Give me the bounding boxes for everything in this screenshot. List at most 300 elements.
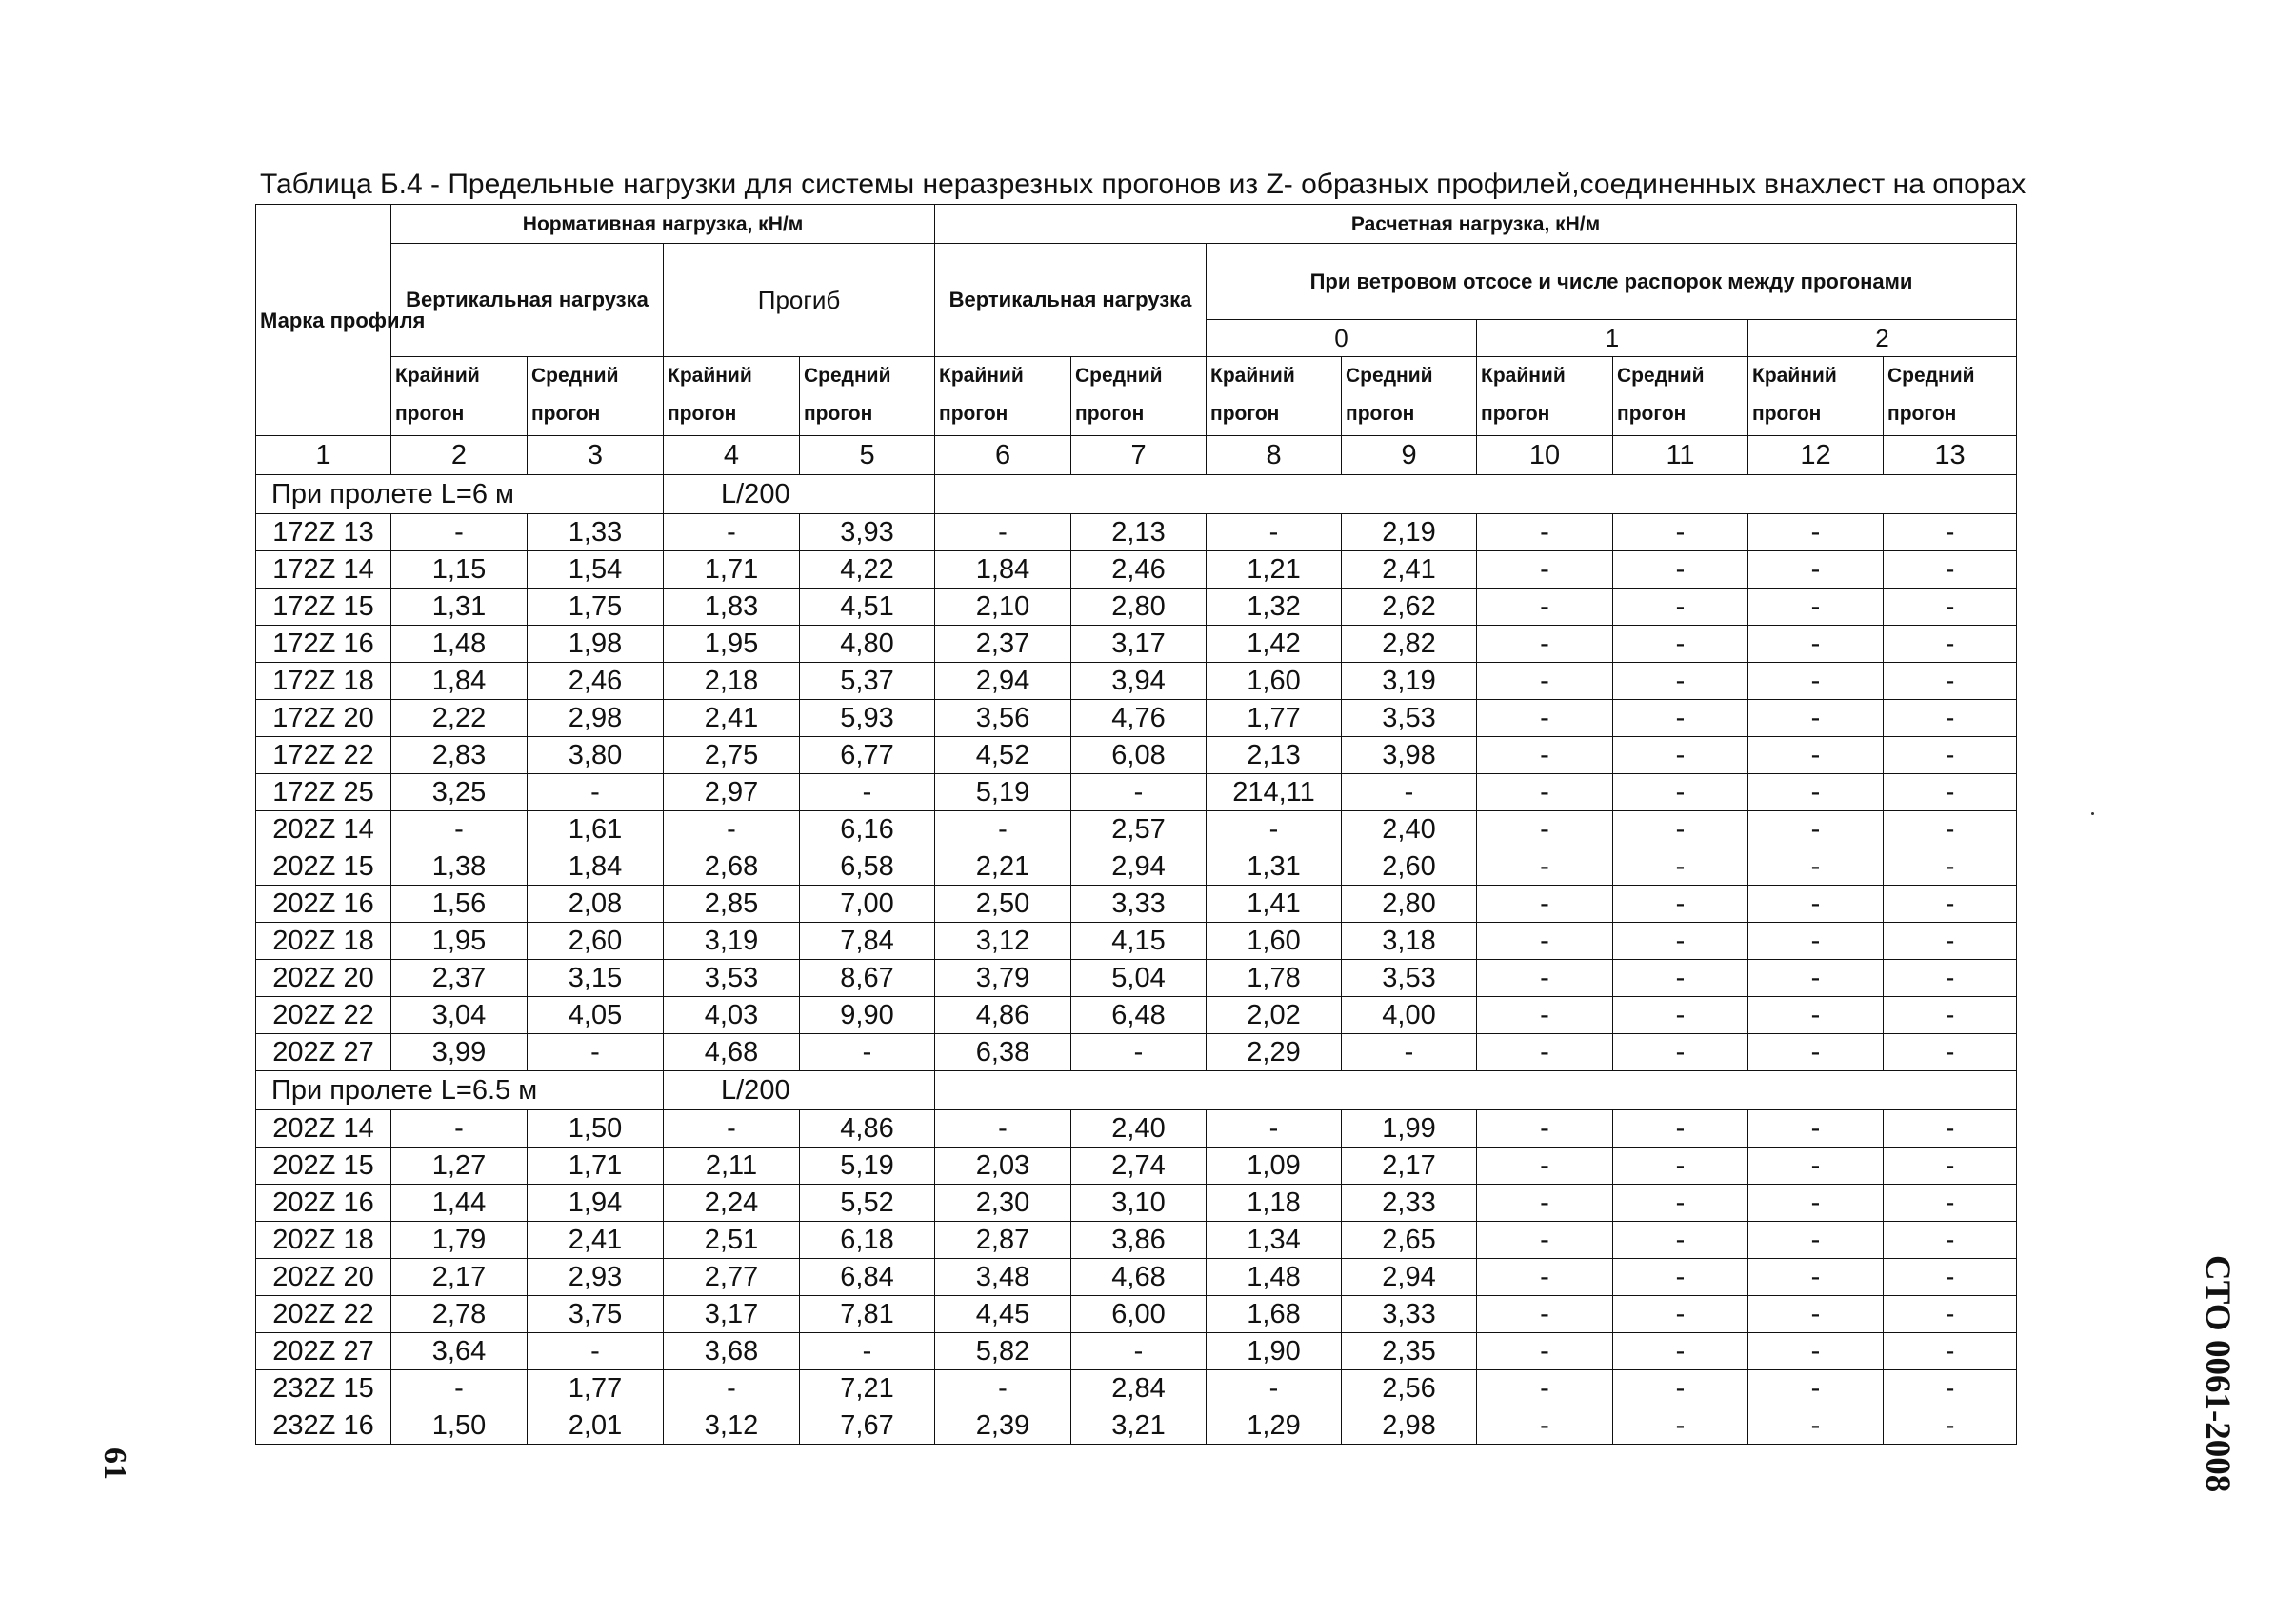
table-row: [256, 886, 2017, 923]
load-value: 1,41: [1207, 886, 1342, 923]
load-value: -: [1613, 774, 1748, 811]
load-value: 1,68: [1207, 1296, 1342, 1333]
load-value: 1,54: [528, 551, 664, 589]
load-value: 1,78: [1207, 960, 1342, 997]
section-blank: [935, 475, 2017, 514]
load-value: -: [1613, 700, 1748, 737]
load-value: 3,33: [1071, 886, 1207, 923]
load-value: -: [1748, 1259, 1884, 1296]
load-value: -: [528, 1034, 664, 1071]
load-value: 5,19: [935, 774, 1071, 811]
load-value: -: [1748, 1148, 1884, 1185]
load-value: -: [1884, 1333, 2017, 1370]
load-value: 4,68: [1071, 1259, 1207, 1296]
load-value: -: [1477, 1222, 1613, 1259]
profile-mark: 202Z 15: [256, 1148, 391, 1185]
load-value: -: [1477, 923, 1613, 960]
load-value: 8,67: [800, 960, 935, 997]
load-value: 3,17: [1071, 626, 1207, 663]
load-value: -: [1748, 1185, 1884, 1222]
load-value: 2,85: [664, 886, 800, 923]
load-value: -: [1613, 1370, 1748, 1407]
load-value: 3,86: [1071, 1222, 1207, 1259]
load-value: 3,56: [935, 700, 1071, 737]
section-blank: [935, 1071, 2017, 1110]
load-value: 3,10: [1071, 1185, 1207, 1222]
load-value: -: [1477, 960, 1613, 997]
table-row: [256, 700, 2017, 737]
load-value: 2,50: [935, 886, 1071, 923]
load-value: -: [1477, 737, 1613, 774]
header-middle-purlin: Средний прогон: [1071, 357, 1207, 436]
load-value: -: [1884, 1148, 2017, 1185]
load-value: 4,51: [800, 589, 935, 626]
header-middle-purlin: Средний прогон: [528, 357, 664, 436]
column-number: 3: [528, 436, 664, 475]
load-value: -: [800, 1333, 935, 1370]
column-number: 7: [1071, 436, 1207, 475]
table-header: [256, 205, 2017, 475]
profile-mark: 172Z 18: [256, 663, 391, 700]
load-value: 3,48: [935, 1259, 1071, 1296]
column-number: 5: [800, 436, 935, 475]
table-row: [256, 1259, 2017, 1296]
load-value: -: [1884, 1222, 2017, 1259]
load-value: 3,21: [1071, 1407, 1207, 1445]
load-value: -: [1613, 811, 1748, 848]
load-value: -: [1477, 1333, 1613, 1370]
load-value: -: [1884, 1034, 2017, 1071]
load-value: 4,80: [800, 626, 935, 663]
load-value: 1,33: [528, 514, 664, 551]
load-value: -: [664, 1370, 800, 1407]
profile-mark: 202Z 22: [256, 997, 391, 1034]
header-normative: Нормативная нагрузка, кН/м: [391, 205, 935, 244]
load-value: 4,00: [1342, 997, 1477, 1034]
load-value: 2,98: [1342, 1407, 1477, 1445]
load-value: -: [528, 774, 664, 811]
load-value: 2,03: [935, 1148, 1071, 1185]
load-value: -: [1884, 663, 2017, 700]
load-value: 2,41: [664, 700, 800, 737]
load-value: 2,77: [664, 1259, 800, 1296]
load-value: -: [1477, 848, 1613, 886]
load-value: -: [1748, 1333, 1884, 1370]
load-value: 4,86: [935, 997, 1071, 1034]
load-value: -: [935, 1110, 1071, 1148]
table-row: [256, 514, 2017, 551]
load-value: 1,38: [391, 848, 528, 886]
load-value: 2,10: [935, 589, 1071, 626]
load-value: 4,86: [800, 1110, 935, 1148]
load-value: -: [1748, 1407, 1884, 1445]
load-value: 1,95: [391, 923, 528, 960]
section-row: [256, 1071, 2017, 1110]
load-value: 2,62: [1342, 589, 1477, 626]
load-value: -: [1748, 923, 1884, 960]
load-value: -: [1748, 774, 1884, 811]
load-value: 2,83: [391, 737, 528, 774]
load-value: -: [1477, 1370, 1613, 1407]
load-value: -: [1748, 514, 1884, 551]
table-row: [256, 997, 2017, 1034]
load-value: 2,94: [1342, 1259, 1477, 1296]
load-value: -: [1613, 1296, 1748, 1333]
load-value: 6,00: [1071, 1296, 1207, 1333]
table-row: [256, 811, 2017, 848]
load-value: 2,57: [1071, 811, 1207, 848]
load-value: -: [1207, 1110, 1342, 1148]
table-row: [256, 626, 2017, 663]
load-value: -: [935, 811, 1071, 848]
load-value: 1,71: [528, 1148, 664, 1185]
profile-mark: 202Z 27: [256, 1034, 391, 1071]
header-mark: [256, 205, 426, 436]
section-span: При пролете L=6.5 м: [256, 1071, 664, 1110]
load-value: 2,60: [528, 923, 664, 960]
table-row: [256, 737, 2017, 774]
load-value: 1,56: [391, 886, 528, 923]
column-number: 1: [256, 436, 391, 475]
load-value: -: [1071, 1034, 1207, 1071]
load-value: -: [1342, 774, 1477, 811]
profile-mark: 232Z 15: [256, 1370, 391, 1407]
load-value: 2,35: [1342, 1333, 1477, 1370]
margin-dot: [2091, 812, 2094, 815]
table-row: [256, 1407, 2017, 1445]
load-value: -: [1613, 1148, 1748, 1185]
load-value: 214,11: [1207, 774, 1342, 811]
column-number: 11: [1613, 436, 1748, 475]
load-value: 2,13: [1071, 514, 1207, 551]
load-value: 1,09: [1207, 1148, 1342, 1185]
load-value: -: [1477, 1259, 1613, 1296]
load-value: 3,17: [664, 1296, 800, 1333]
load-value: 2,46: [528, 663, 664, 700]
load-value: 1,15: [391, 551, 528, 589]
load-value: -: [1477, 551, 1613, 589]
load-value: 9,90: [800, 997, 935, 1034]
table-row: [256, 663, 2017, 700]
table-caption: Таблица Б.4 - Предельные нагрузки для системы неразрезных прогонов из Z- образных профилей,соединенных внахлест на опорах: [260, 169, 2026, 200]
load-value: 6,84: [800, 1259, 935, 1296]
load-value: -: [1613, 1110, 1748, 1148]
load-value: 1,71: [664, 551, 800, 589]
load-value: 6,77: [800, 737, 935, 774]
load-value: -: [1884, 1110, 2017, 1148]
load-value: -: [1884, 700, 2017, 737]
load-value: -: [1884, 923, 2017, 960]
load-value: 2,75: [664, 737, 800, 774]
table-row: [256, 923, 2017, 960]
page-number: 61: [97, 1447, 132, 1480]
profile-mark: 202Z 22: [256, 1296, 391, 1333]
column-number: 4: [664, 436, 800, 475]
load-value: -: [1748, 1034, 1884, 1071]
load-value: -: [1207, 1370, 1342, 1407]
load-value: -: [391, 514, 528, 551]
load-value: 1,77: [1207, 700, 1342, 737]
load-value: 6,38: [935, 1034, 1071, 1071]
load-value: 3,80: [528, 737, 664, 774]
header-mark-label: Марка профиля: [260, 308, 426, 332]
table-row: [256, 589, 2017, 626]
load-value: 1,60: [1207, 923, 1342, 960]
load-value: -: [1748, 811, 1884, 848]
profile-mark: 202Z 14: [256, 1110, 391, 1148]
load-value: -: [391, 1370, 528, 1407]
profile-mark: 202Z 20: [256, 1259, 391, 1296]
load-value: 6,58: [800, 848, 935, 886]
load-value: -: [1477, 663, 1613, 700]
load-value: -: [1613, 1185, 1748, 1222]
load-value: 3,18: [1342, 923, 1477, 960]
load-value: -: [1613, 551, 1748, 589]
profile-mark: 202Z 27: [256, 1333, 391, 1370]
load-value: 7,00: [800, 886, 935, 923]
table-row: [256, 774, 2017, 811]
load-value: 2,18: [664, 663, 800, 700]
load-value: 2,87: [935, 1222, 1071, 1259]
load-value: 3,33: [1342, 1296, 1477, 1333]
load-value: 2,13: [1207, 737, 1342, 774]
section-span: При пролете L=6 м: [256, 475, 664, 514]
load-value: 3,25: [391, 774, 528, 811]
load-value: 2,80: [1071, 589, 1207, 626]
load-value: -: [1613, 514, 1748, 551]
load-value: 3,04: [391, 997, 528, 1034]
load-value: -: [1613, 1407, 1748, 1445]
load-value: -: [1071, 774, 1207, 811]
load-value: -: [1613, 886, 1748, 923]
load-value: 1,32: [1207, 589, 1342, 626]
load-value: 2,21: [935, 848, 1071, 886]
load-value: 2,94: [935, 663, 1071, 700]
load-value: 1,48: [391, 626, 528, 663]
load-value: 7,67: [800, 1407, 935, 1445]
header-vertical-design: Вертикальная нагрузка: [935, 244, 1207, 357]
load-value: -: [1613, 589, 1748, 626]
load-value: -: [1613, 737, 1748, 774]
load-value: -: [1477, 1034, 1613, 1071]
column-number: 6: [935, 436, 1071, 475]
load-value: 3,12: [935, 923, 1071, 960]
load-value: 2,82: [1342, 626, 1477, 663]
load-value: -: [1071, 1333, 1207, 1370]
load-value: 1,29: [1207, 1407, 1342, 1445]
load-value: -: [1748, 960, 1884, 997]
header-wind: При ветровом отсосе и числе распорок между прогонами: [1207, 244, 2017, 320]
load-value: -: [664, 514, 800, 551]
load-value: -: [1613, 848, 1748, 886]
load-value: 3,94: [1071, 663, 1207, 700]
load-value: 1,61: [528, 811, 664, 848]
load-value: 1,94: [528, 1185, 664, 1222]
load-value: -: [1477, 700, 1613, 737]
load-value: 1,34: [1207, 1222, 1342, 1259]
load-value: 3,53: [1342, 960, 1477, 997]
profile-mark: 172Z 15: [256, 589, 391, 626]
load-value: 2,94: [1071, 848, 1207, 886]
header-middle-purlin: Средний прогон: [1342, 357, 1477, 436]
load-value: 1,83: [664, 589, 800, 626]
load-value: -: [1477, 1148, 1613, 1185]
table-row: [256, 848, 2017, 886]
load-value: 2,41: [528, 1222, 664, 1259]
load-value: -: [1477, 1407, 1613, 1445]
load-value: -: [528, 1333, 664, 1370]
load-value: 6,48: [1071, 997, 1207, 1034]
load-value: 2,56: [1342, 1370, 1477, 1407]
load-value: 2,41: [1342, 551, 1477, 589]
load-value: 5,19: [800, 1148, 935, 1185]
load-value: -: [1613, 960, 1748, 997]
column-number: 2: [391, 436, 528, 475]
header-middle-purlin: Средний прогон: [1884, 357, 2017, 436]
table-row: [256, 551, 2017, 589]
load-value: 6,18: [800, 1222, 935, 1259]
load-value: -: [1884, 848, 2017, 886]
header-edge-purlin: Крайний прогон: [1477, 357, 1613, 436]
load-value: 2,39: [935, 1407, 1071, 1445]
load-value: -: [1477, 1110, 1613, 1148]
profile-mark: 172Z 25: [256, 774, 391, 811]
load-value: 2,01: [528, 1407, 664, 1445]
load-value: 3,53: [1342, 700, 1477, 737]
profile-mark: 202Z 18: [256, 923, 391, 960]
profile-mark: 202Z 16: [256, 1185, 391, 1222]
profile-mark: 172Z 14: [256, 551, 391, 589]
table-row: [256, 1034, 2017, 1071]
table-row: [256, 1222, 2017, 1259]
load-value: 4,45: [935, 1296, 1071, 1333]
load-value: 2,98: [528, 700, 664, 737]
load-value: 5,04: [1071, 960, 1207, 997]
load-value: -: [1884, 551, 2017, 589]
profile-mark: 172Z 20: [256, 700, 391, 737]
load-value: 3,99: [391, 1034, 528, 1071]
load-value: -: [664, 811, 800, 848]
load-value: 1,98: [528, 626, 664, 663]
load-value: 4,03: [664, 997, 800, 1034]
load-value: -: [1884, 626, 2017, 663]
load-value: -: [1748, 626, 1884, 663]
load-value: 2,33: [1342, 1185, 1477, 1222]
load-value: -: [1207, 811, 1342, 848]
table-row: [256, 1370, 2017, 1407]
load-value: -: [1748, 737, 1884, 774]
header-braces-1: 1: [1477, 320, 1748, 357]
header-vertical-normative: Вертикальная нагрузка: [391, 244, 664, 357]
load-value: -: [1884, 1259, 2017, 1296]
load-value: 7,21: [800, 1370, 935, 1407]
load-value: 3,75: [528, 1296, 664, 1333]
load-value: -: [1477, 514, 1613, 551]
load-value: 4,76: [1071, 700, 1207, 737]
load-value: -: [1884, 514, 2017, 551]
load-value: 3,12: [664, 1407, 800, 1445]
load-value: 5,37: [800, 663, 935, 700]
header-edge-purlin: Крайний прогон: [1748, 357, 1884, 436]
load-value: 4,15: [1071, 923, 1207, 960]
load-value: 2,11: [664, 1148, 800, 1185]
header-edge-purlin: Крайний прогон: [391, 357, 528, 436]
load-value: -: [1477, 811, 1613, 848]
load-value: -: [1884, 737, 2017, 774]
load-value: 2,02: [1207, 997, 1342, 1034]
load-value: -: [1884, 886, 2017, 923]
document-code: СТО 0061-2008: [2198, 1255, 2237, 1493]
load-value: 4,68: [664, 1034, 800, 1071]
table-row: [256, 960, 2017, 997]
header-edge-purlin: Крайний прогон: [664, 357, 800, 436]
load-value: -: [1342, 1034, 1477, 1071]
load-value: 4,22: [800, 551, 935, 589]
table-row: [256, 1333, 2017, 1370]
load-value: -: [1477, 1185, 1613, 1222]
load-value: 4,52: [935, 737, 1071, 774]
column-number: 9: [1342, 436, 1477, 475]
load-value: -: [1748, 663, 1884, 700]
load-value: 7,84: [800, 923, 935, 960]
load-value: 2,29: [1207, 1034, 1342, 1071]
load-value: 5,93: [800, 700, 935, 737]
column-number: 10: [1477, 436, 1613, 475]
profile-mark: 172Z 13: [256, 514, 391, 551]
load-value: 5,82: [935, 1333, 1071, 1370]
column-number: 12: [1748, 436, 1884, 475]
header-edge-purlin: Крайний прогон: [1207, 357, 1342, 436]
load-value: 1,44: [391, 1185, 528, 1222]
load-value: 2,40: [1342, 811, 1477, 848]
profile-mark: 232Z 16: [256, 1407, 391, 1445]
load-value: -: [1748, 589, 1884, 626]
header-braces-0: 0: [1207, 320, 1477, 357]
load-value: 2,60: [1342, 848, 1477, 886]
load-value: 3,98: [1342, 737, 1477, 774]
load-value: 2,40: [1071, 1110, 1207, 1148]
load-value: 1,27: [391, 1148, 528, 1185]
load-value: 1,18: [1207, 1185, 1342, 1222]
load-value: -: [1884, 1407, 2017, 1445]
header-middle-purlin: Средний прогон: [800, 357, 935, 436]
load-value: 2,22: [391, 700, 528, 737]
load-value: -: [1613, 923, 1748, 960]
table-row: [256, 1148, 2017, 1185]
load-value: 3,19: [1342, 663, 1477, 700]
load-value: 1,21: [1207, 551, 1342, 589]
table-row: [256, 1185, 2017, 1222]
load-value: 2,80: [1342, 886, 1477, 923]
header-middle-purlin: Средний прогон: [1613, 357, 1748, 436]
load-value: 2,08: [528, 886, 664, 923]
load-value: 2,19: [1342, 514, 1477, 551]
table-body: [256, 475, 2017, 1445]
load-value: -: [935, 1370, 1071, 1407]
load-value: -: [1477, 886, 1613, 923]
load-value: 3,68: [664, 1333, 800, 1370]
load-value: 1,95: [664, 626, 800, 663]
load-value: 1,42: [1207, 626, 1342, 663]
load-value: -: [1613, 1333, 1748, 1370]
load-value: 1,48: [1207, 1259, 1342, 1296]
load-value: 2,51: [664, 1222, 800, 1259]
load-value: 2,74: [1071, 1148, 1207, 1185]
header-deflection: Прогиб: [664, 244, 935, 357]
load-value: -: [391, 811, 528, 848]
load-value: 1,75: [528, 589, 664, 626]
load-value: -: [1884, 1296, 2017, 1333]
